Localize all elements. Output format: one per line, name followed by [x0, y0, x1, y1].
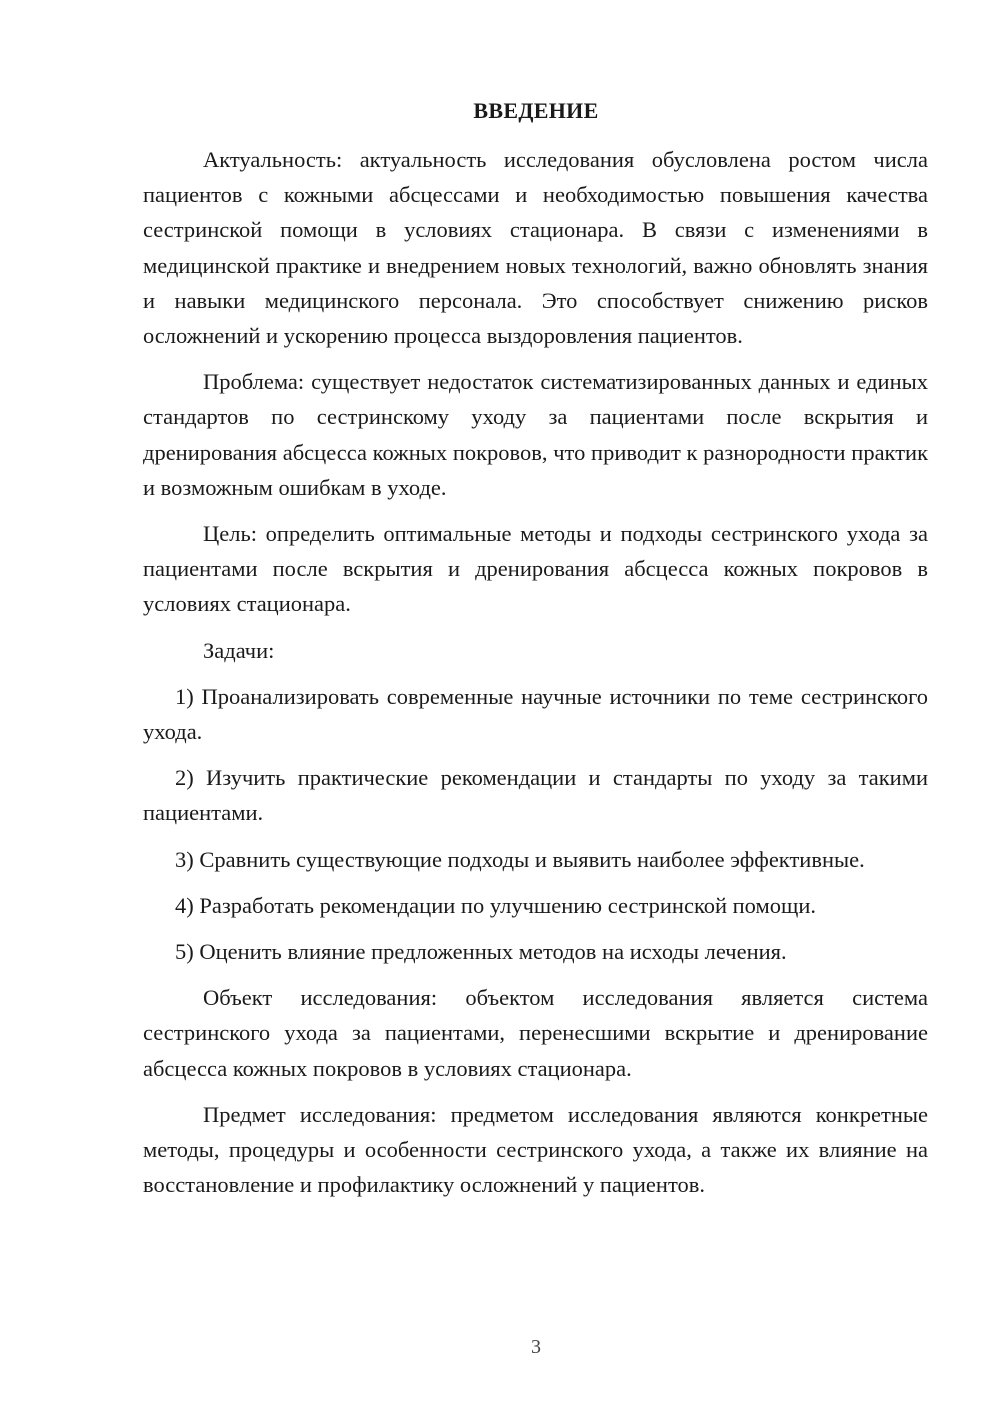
paragraph-subject: Предмет исследования: предметом исследования являются конкретные методы, процедуры и особенности сестринского ухода, а также их влияние на восстановление и профилактику осложнений у пациентов. [143, 1101, 928, 1198]
task-item: 1) Проанализировать современные научные источники по теме сестринского ухода. [143, 683, 928, 745]
paragraph-relevance: Актуальность: актуальность исследования обусловлена ростом числа пациентов с кожными абсцессами и необходимостью повышения качества сестринской помощи в условиях стационара. В связи с изменениями в медицинской практике и внедрением новых технологий, важно обновлять знания и навыки медицинского персонала. Это способствует снижению рисков осложнений и ускорению процесса выздоровления пациентов. [143, 147, 928, 349]
paragraph-problem: Проблема: существует недостаток систематизированных данных и единых стандартов по сестринскому уходу за пациентами после вскрытия и дренирования абсцесса кожных покровов, что приводит к разнородности практик и возможным ошибкам в уходе. [143, 369, 928, 500]
section-title: ВВЕДЕНИЕ [473, 98, 599, 123]
task-item: 4) Разработать рекомендации по улучшению сестринской помощи. [175, 892, 816, 918]
task-item: 5) Оценить влияние предложенных методов на исходы лечения. [175, 939, 787, 965]
paragraph-object: Объект исследования: объектом исследования является система сестринского ухода за пациентами, перенесшими вскрытие и дренирование абсцесса кожных покровов в условиях стационара. [143, 985, 928, 1081]
task-item: 2) Изучить практические рекомендации и стандарты по уходу за такими пациентами. [143, 765, 928, 826]
paragraph-goal: Цель: определить оптимальные методы и подходы сестринского ухода за пациентами после вскрытия и дренирования абсцесса кожных покровов в условиях стационара. [143, 521, 928, 617]
body-text [143, 142, 928, 1202]
page-number: 3 [531, 1336, 541, 1358]
task-item: 3) Сравнить существующие подходы и выявить наиболее эффективные. [175, 846, 865, 872]
tasks-heading: Задачи: [203, 637, 275, 663]
